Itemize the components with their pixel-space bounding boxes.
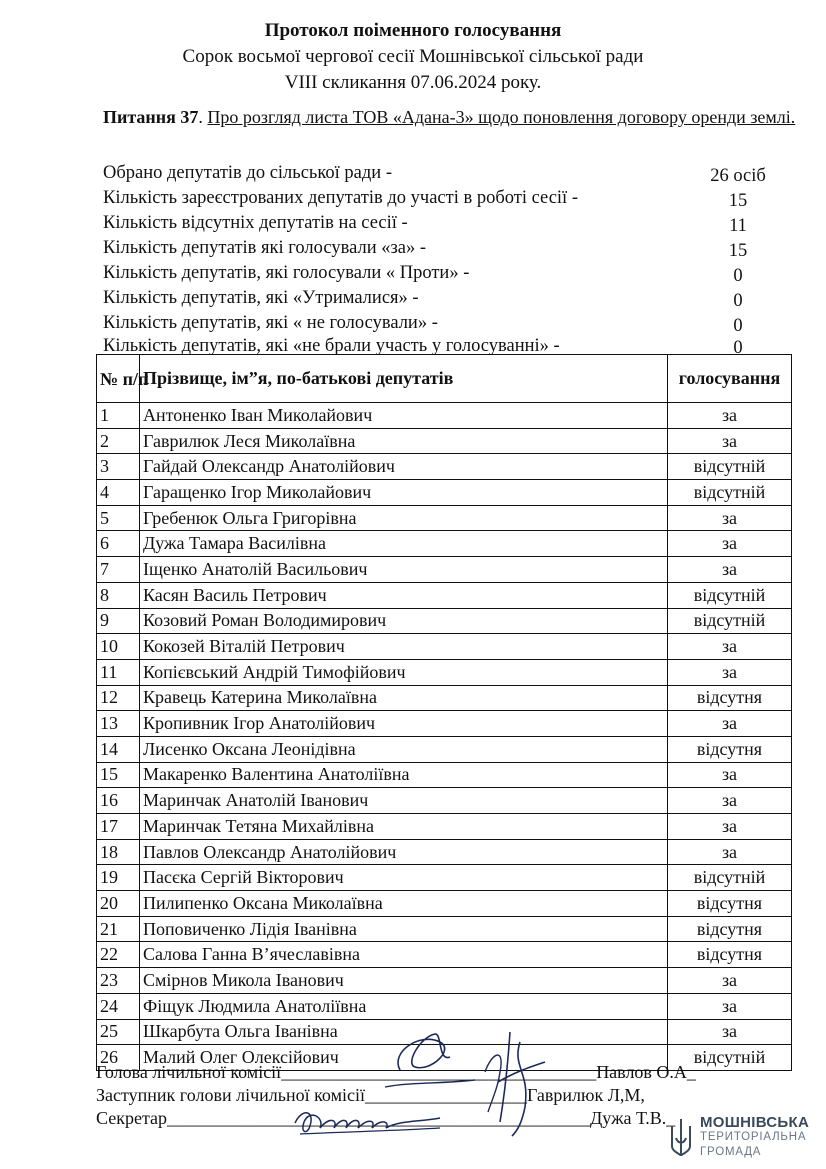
row-number: 9 bbox=[97, 608, 140, 634]
vote-result: за bbox=[668, 557, 792, 583]
deputy-name: Смірнов Микола Іванович bbox=[140, 968, 668, 994]
community-logo bbox=[700, 1115, 809, 1160]
signature-line-chair: Голова лічильної комісії___________________________________Павлов О.А_ bbox=[96, 1062, 696, 1082]
table-row bbox=[97, 428, 792, 454]
table-row bbox=[97, 505, 792, 531]
row-number: 14 bbox=[97, 736, 140, 762]
vote-result: відсутня bbox=[668, 916, 792, 942]
deputy-name: Кокозей Віталій Петрович bbox=[140, 634, 668, 660]
vote-result: за bbox=[668, 711, 792, 737]
stat-value: 15 bbox=[728, 191, 748, 211]
deputy-name: Маринчак Тетяна Михайлівна bbox=[140, 814, 668, 840]
trident-icon bbox=[666, 1116, 696, 1162]
signature-role: Голова лічильної комісії bbox=[96, 1062, 282, 1082]
vote-result: відсутній bbox=[668, 582, 792, 608]
vote-result: відсутній bbox=[668, 865, 792, 891]
signature-name: Гаврилюк Л,М, bbox=[526, 1085, 645, 1105]
row-number: 12 bbox=[97, 685, 140, 711]
row-number: 23 bbox=[97, 968, 140, 994]
deputy-name: Антоненко Іван Миколайович bbox=[140, 403, 668, 429]
vote-result: відсутній bbox=[668, 454, 792, 480]
table-row bbox=[97, 839, 792, 865]
deputy-name: Шкарбута Ольга Іванівна bbox=[140, 1019, 668, 1045]
deputy-name: Гаращенко Ігор Миколайович bbox=[140, 480, 668, 506]
vote-result: за bbox=[668, 1019, 792, 1045]
signature-name: Дужа Т.В. bbox=[590, 1108, 667, 1128]
row-number: 20 bbox=[97, 891, 140, 917]
voting-table bbox=[96, 354, 792, 1071]
deputy-name: Дужа Тамара Василівна bbox=[140, 531, 668, 557]
row-number: 2 bbox=[97, 428, 140, 454]
question-text: Про розгляд листа ТОВ «Адана-3» щодо поновлення договору оренди землі. bbox=[207, 107, 796, 127]
table-row bbox=[97, 557, 792, 583]
vote-result: за bbox=[668, 762, 792, 788]
deputy-name: Іщенко Анатолій Васильович bbox=[140, 557, 668, 583]
stat-value: 15 bbox=[728, 241, 748, 261]
signature-line-deputy: Заступник голови лічильної комісії__________________Гаврилюк Л,М, bbox=[96, 1085, 645, 1105]
vote-result: за bbox=[668, 839, 792, 865]
table-row bbox=[97, 736, 792, 762]
deputy-name: Козовий Роман Володимирович bbox=[140, 608, 668, 634]
row-number: 8 bbox=[97, 582, 140, 608]
stat-value: 0 bbox=[733, 338, 743, 358]
stat-value: 0 bbox=[733, 316, 743, 336]
deputy-name: Маринчак Анатолій Іванович bbox=[140, 788, 668, 814]
table-row bbox=[97, 916, 792, 942]
table-row bbox=[97, 480, 792, 506]
deputy-name: Кропивник Ігор Анатолійович bbox=[140, 711, 668, 737]
table-row bbox=[97, 582, 792, 608]
deputy-name: Фіщук Людмила Анатоліївна bbox=[140, 993, 668, 1019]
table-row bbox=[97, 762, 792, 788]
deputy-name: Пилипенко Оксана Миколаївна bbox=[140, 891, 668, 917]
row-number: 18 bbox=[97, 839, 140, 865]
signature-role: Секретар bbox=[96, 1108, 168, 1128]
column-header-name: Прізвище, ім”я, по-батькові депутатів bbox=[140, 355, 668, 403]
row-number: 13 bbox=[97, 711, 140, 737]
row-number: 17 bbox=[97, 814, 140, 840]
row-number: 19 bbox=[97, 865, 140, 891]
session-subtitle: Сорок восьмої чергової сесії Мошнівської сільської ради bbox=[182, 46, 644, 67]
stat-label: Кількість зареєстрованих депутатів до участі в роботі сесії - bbox=[103, 188, 578, 208]
logo-line-2: ТЕРИТОРІАЛЬНА bbox=[700, 1131, 807, 1143]
vote-result: відсутня bbox=[668, 942, 792, 968]
stat-value: 0 bbox=[733, 291, 743, 311]
row-number: 3 bbox=[97, 454, 140, 480]
vote-result: відсутня bbox=[668, 685, 792, 711]
deputy-name: Поповиченко Лідія Іванівна bbox=[140, 916, 668, 942]
row-number: 26 bbox=[97, 1045, 140, 1071]
table-row bbox=[97, 891, 792, 917]
secretary-signature bbox=[290, 1098, 450, 1143]
deputy-name: Касян Василь Петрович bbox=[140, 582, 668, 608]
logo-line-3: ГРОМАДА bbox=[700, 1146, 762, 1158]
row-number: 7 bbox=[97, 557, 140, 583]
vote-result: відсутній bbox=[668, 480, 792, 506]
table-row bbox=[97, 942, 792, 968]
row-number: 11 bbox=[97, 659, 140, 685]
table-body bbox=[97, 403, 792, 1071]
row-number: 5 bbox=[97, 505, 140, 531]
deputy-name: Гребенюк Ольга Григорівна bbox=[140, 505, 668, 531]
vote-result: відсутній bbox=[668, 608, 792, 634]
row-number: 15 bbox=[97, 762, 140, 788]
deputy-name: Салова Ганна В’ячеславівна bbox=[140, 942, 668, 968]
table-row bbox=[97, 685, 792, 711]
stat-label: Кількість депутатів, які «Утрималися» - bbox=[103, 288, 419, 308]
vote-result: відсутній bbox=[668, 1045, 792, 1071]
table-row bbox=[97, 403, 792, 429]
vote-result: за bbox=[668, 993, 792, 1019]
deputy-name: Малий Олег Олексійович bbox=[140, 1045, 668, 1071]
vote-result: за bbox=[668, 403, 792, 429]
row-number: 10 bbox=[97, 634, 140, 660]
stat-label: Кількість депутатів, які « не голосували» - bbox=[103, 313, 438, 333]
vote-result: за bbox=[668, 814, 792, 840]
stat-label: Кількість депутатів, які голосували « Проти» - bbox=[103, 263, 470, 283]
vote-result: за bbox=[668, 531, 792, 557]
stat-label: Кількість депутатів, які «не брали участь у голосуванні» - bbox=[103, 336, 560, 356]
row-number: 16 bbox=[97, 788, 140, 814]
deputy-name: Пасєка Сергій Вікторович bbox=[140, 865, 668, 891]
vote-result: за bbox=[668, 968, 792, 994]
table-row bbox=[97, 531, 792, 557]
deputy-name: Лисенко Оксана Леонідівна bbox=[140, 736, 668, 762]
column-header-vote: голосування bbox=[668, 355, 792, 403]
signature-role: Заступник голови лічильної комісії bbox=[96, 1085, 365, 1105]
deputy-name: Макаренко Валентина Анатоліївна bbox=[140, 762, 668, 788]
vote-result: за bbox=[668, 505, 792, 531]
stat-value: 0 bbox=[733, 266, 743, 286]
vote-result: за bbox=[668, 788, 792, 814]
question-label: Питання 37 bbox=[103, 107, 199, 127]
row-number: 24 bbox=[97, 993, 140, 1019]
stat-label: Кількість депутатів які голосували «за» - bbox=[103, 238, 427, 258]
vote-result: відсутня bbox=[668, 736, 792, 762]
table-row bbox=[97, 608, 792, 634]
vote-result: за bbox=[668, 634, 792, 660]
row-number: 4 bbox=[97, 480, 140, 506]
row-number: 22 bbox=[97, 942, 140, 968]
table-row bbox=[97, 634, 792, 660]
deputy-name: Копієвський Андрій Тимофійович bbox=[140, 659, 668, 685]
stat-label: Кількість відсутніх депутатів на сесії - bbox=[103, 213, 408, 233]
question-block: Питання 37. Про розгляд листа ТОВ «Адана-3» щодо поновлення договору оренди землі. bbox=[103, 107, 796, 127]
table-row bbox=[97, 814, 792, 840]
stat-value: 11 bbox=[729, 216, 747, 236]
vote-result: відсутня bbox=[668, 891, 792, 917]
row-number: 21 bbox=[97, 916, 140, 942]
table-row bbox=[97, 968, 792, 994]
convocation-date: VIII скликання 07.06.2024 року. bbox=[284, 72, 542, 93]
logo-line-1: МОШНІВСЬКА bbox=[700, 1114, 810, 1131]
column-header-number: № п/п bbox=[97, 355, 140, 403]
deputy-name: Гаврилюк Леся Миколаївна bbox=[140, 428, 668, 454]
stat-label: Обрано депутатів до сільської ради - bbox=[103, 163, 392, 183]
table-header-row bbox=[97, 355, 792, 403]
table-row bbox=[97, 865, 792, 891]
vote-result: за bbox=[668, 659, 792, 685]
table-row bbox=[97, 711, 792, 737]
signature-name: Павлов О.А bbox=[596, 1062, 687, 1082]
document-title: Протокол поіменного голосування bbox=[264, 20, 562, 41]
row-number: 25 bbox=[97, 1019, 140, 1045]
vote-result: за bbox=[668, 428, 792, 454]
row-number: 1 bbox=[97, 403, 140, 429]
deputy-name: Кравець Катерина Миколаївна bbox=[140, 685, 668, 711]
deputy-name: Гайдай Олександр Анатолійович bbox=[140, 454, 668, 480]
table-row bbox=[97, 454, 792, 480]
stat-value: 26 осіб bbox=[710, 166, 766, 186]
table-row bbox=[97, 659, 792, 685]
row-number: 6 bbox=[97, 531, 140, 557]
signature-line-secretary: Секретар_______________________________________________Дужа Т.В._ bbox=[96, 1108, 676, 1128]
table-row bbox=[97, 788, 792, 814]
deputy-name: Павлов Олександр Анатолійович bbox=[140, 839, 668, 865]
